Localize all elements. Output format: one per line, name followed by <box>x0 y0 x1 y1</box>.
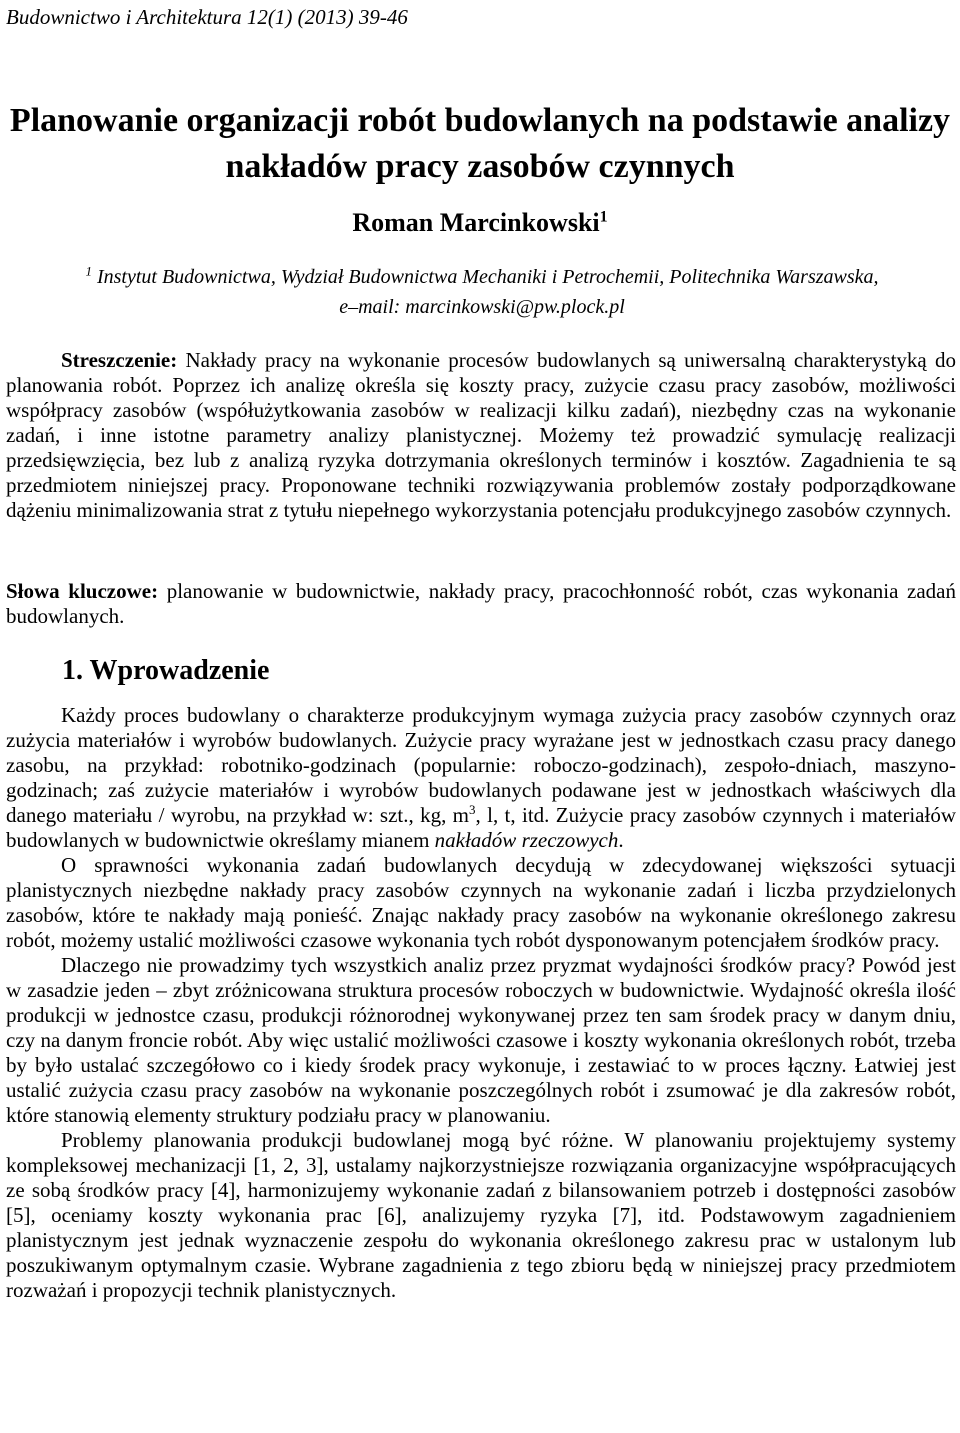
author-email: e–mail: marcinkowski@pw.plock.pl <box>339 296 625 318</box>
superscript: 3 <box>469 802 476 817</box>
paragraph-text: , l, t, itd. Zużycie pracy zasobów czynnych i materiałów budowlanych w budownictwie określamy mianem <box>6 803 956 852</box>
abstract <box>6 348 956 523</box>
paragraph-text: Każdy proces budowlany o charakterze produkcyjnym wymaga zużycia pracy zasobów czynnych oraz zużycia materiałów i wyrobów budowlanych. Zużycie pracy wyrażane jest w jednostkach czasu pracy danego zasobu, na przykład: robotniko-godzinach (popularnie: roboczo-godzinach), zespoło-dniach, maszyno-godzinach; zaś zużycie materiałów i wyrobów budowlanych podawane jest w jednostkach właściwych dla danego materiału / wyrobu, na przykład w: szt., kg, m <box>6 703 956 827</box>
affiliation <box>14 262 950 322</box>
paragraph <box>6 703 956 853</box>
affiliation-mark: 1 <box>85 263 92 279</box>
section-body <box>6 703 956 1303</box>
abstract-text: Nakłady pracy na wykonanie procesów budowlanych są uniwersalną charakterystyką do planowania robót. Poprzez ich analizę określa się koszty pracy, zużycie czasu pracy zasobów, możliwości współpracy zasobów (współużytkowania zasobów w realizacji kilku zadań), niezbędny czas na wykonanie zadań, i inne istotne parametry analizy planistycznej. Możemy też prowadzić symulację realizacji przedsięwzięcia, bez lub z analizą ryzyka dotrzymania określonych terminów i kosztów. Zagadnienia te są przedmiotem niniejszej pracy. Proponowane techniki rozwiązywania problemów zostały podporządkowane dążeniu minimalizowania strat z tytułu niepełnego wykorzystania potencjału produkcyjnego zasobów czynnych. <box>6 348 957 522</box>
emphasis: nakładów rzeczowych <box>434 828 619 852</box>
paragraph: Dlaczego nie prowadzimy tych wszystkich analiz przez pryzmat wydajności środków pracy? Powód jest w zasadzie jeden – zbyt zróżnicowana struktura procesów roboczych w budownictwie. Wydajność określa ilość produkcji w jednostce czasu, produkcji różnorodnej wykonywanej przez ten sam środek pracy w danym dniu, czy na danym froncie robót. Aby więc ustalić możliwości czasowe i koszty wykonania określonych robót, trzeba by było ustalać szczegółowo co i kiedy środek pracy wykonuje, i zestawiać to w proces łączny. Łatwiej jest ustalić zużycia czasu pracy zasobów na wykonanie poszczególnych robót i zsumować je dla zakresów robót, które stanowią elementy struktury podziału pracy w planowaniu. <box>6 953 956 1127</box>
keywords-text: planowanie w budownictwie, nakłady pracy, pracochłonność robót, czas wykonania zadań budowlanych. <box>6 579 956 628</box>
journal-citation: Budownictwo i Architektura 12(1) (2013) 39-46 <box>6 5 408 29</box>
paragraph: Problemy planowania produkcji budowlanej mogą być różne. W planowaniu projektujemy systemy kompleksowej mechanizacji [1, 2, 3], ustalamy najkorzystniejsze rozwiązania organizacyjne współpracujących ze sobą środków pracy [4], harmonizujemy wykonanie zadań z bilansowaniem potrzeb i dostępności zasobów [5], oceniamy koszty wykonania prac [6], analizujemy ryzyka [7], itd. Podstawowym zagadnieniem planistycznym jest jednak wyznaczenie zespołu do wykonania określonego zakresu prac w ustalonym lub poszukiwanym optymalnym czasie. Wybrane zagadnienia z tego zbioru będą w niniejszej pracy przedmiotem rozważań i propozycji technik planistycznych. <box>6 1128 956 1302</box>
paragraph-text: . <box>618 828 624 852</box>
abstract-label: Streszczenie: <box>61 348 178 372</box>
author-line <box>0 206 960 240</box>
paragraph: O sprawności wykonania zadań budowlanych decydują w zdecydowanej większości sytuacji planistycznych niezbędne nakłady pracy zasobów czynnych na wykonanie zadań i liczba przydzielonych zasobów, które te nakłady mają ponieść. Znając nakłady pracy zasobów na wykonanie określonego zakresu robót, możemy ustalić możliwości czasowe wykonania tych robót dysponowanym potencjałem środków pracy. <box>6 853 956 952</box>
affiliation-text: Instytut Budownictwa, Wydział Budownictwa Mechaniki i Petrochemii, Politechnika Warszawska, <box>96 266 879 288</box>
section-heading: 1. Wprowadzenie <box>62 655 270 686</box>
paper-title: Planowanie organizacji robót budowlanych na podstawie analizy nakładów pracy zasobów czynnych <box>9 102 951 185</box>
author-name: Roman Marcinkowski <box>352 208 600 237</box>
keywords-label: Słowa kluczowe: <box>6 579 159 603</box>
keywords <box>6 579 956 629</box>
author-affiliation-mark: 1 <box>599 208 608 226</box>
